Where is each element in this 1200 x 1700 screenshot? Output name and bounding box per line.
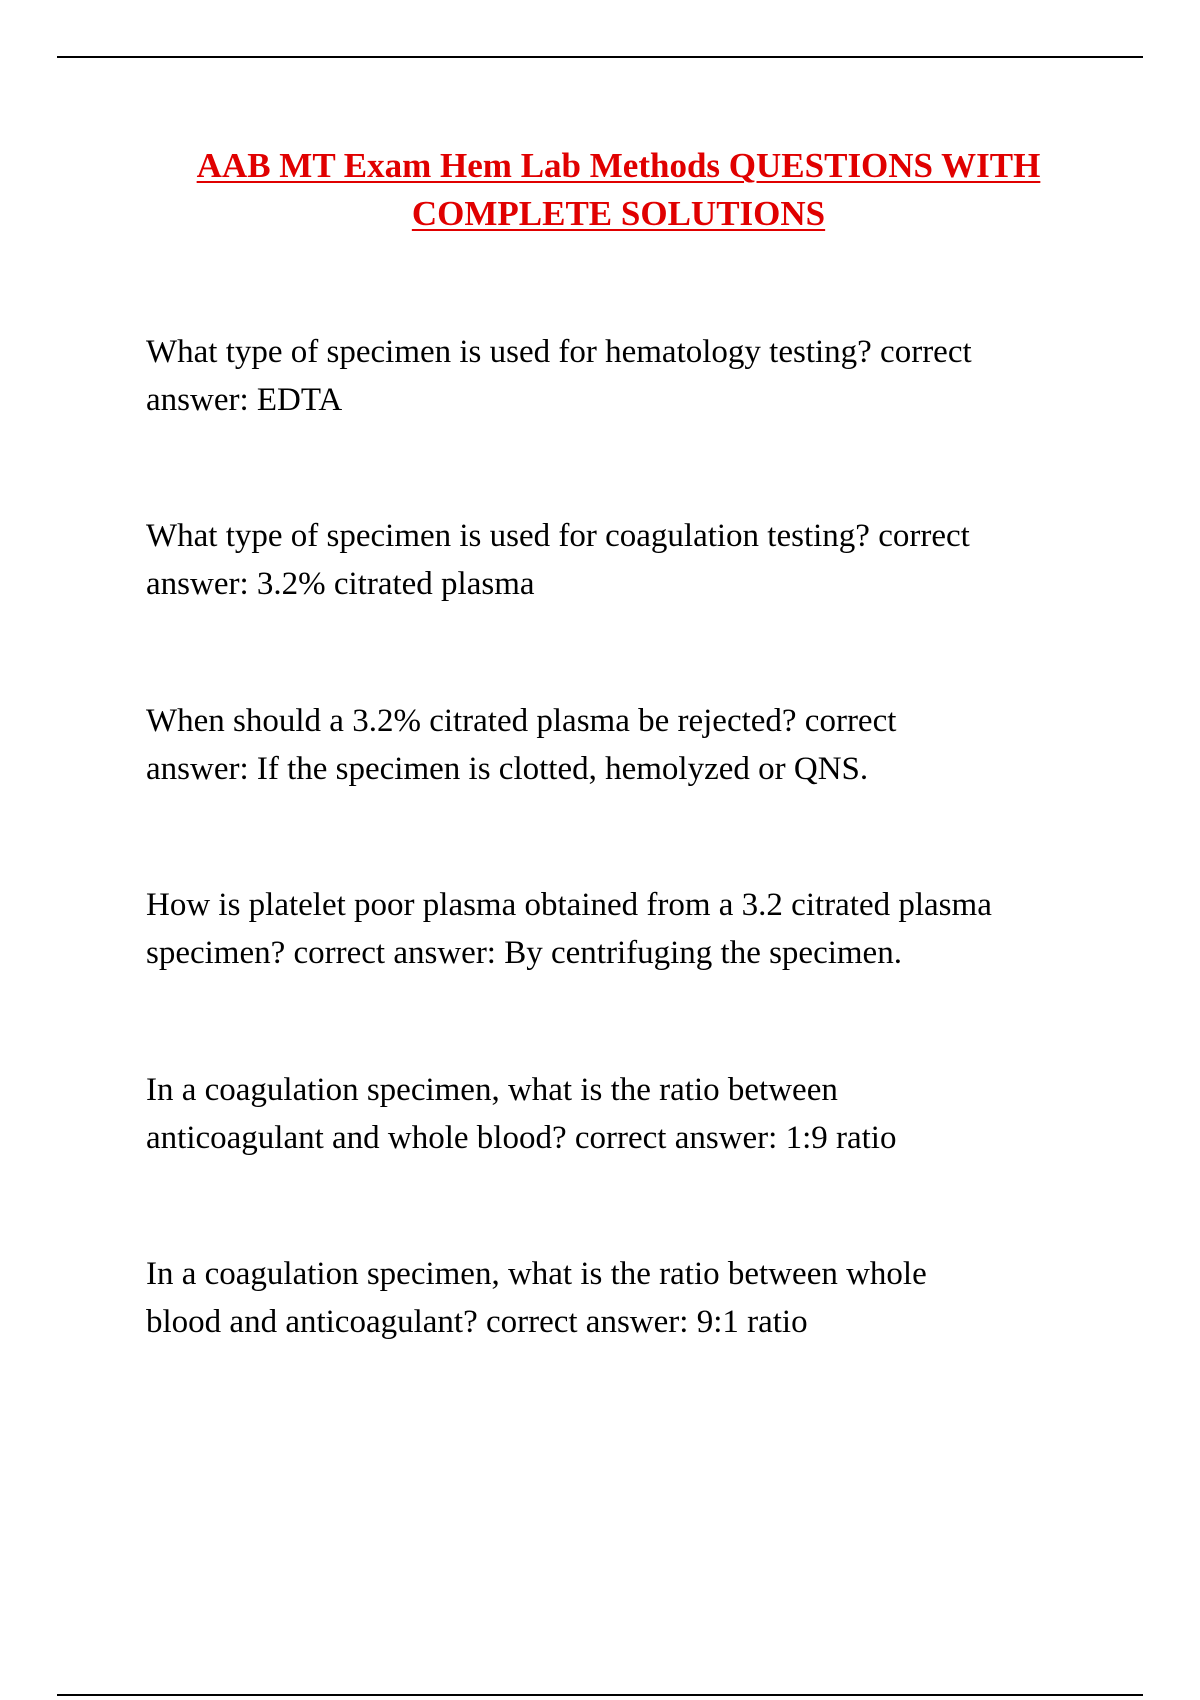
qa-item-6 [146, 1250, 1146, 1346]
qa-text-line: answer: 3.2% citrated plasma [146, 566, 535, 602]
qa-text-line: blood and anticoagulant? correct answer: 9:1 ratio [146, 1304, 808, 1340]
qa-item-4 [146, 881, 1146, 977]
qa-text-line: How is platelet poor plasma obtained from a 3.2 citrated plasma [146, 887, 992, 923]
qa-text-line: When should a 3.2% citrated plasma be rejected? correct [146, 703, 897, 739]
qa-item-1 [146, 328, 1146, 424]
title-line-2: COMPLETE SOLUTIONS [411, 194, 826, 233]
qa-text-line: What type of specimen is used for coagulation testing? correct [146, 518, 970, 554]
qa-item-5 [146, 1066, 1146, 1162]
qa-text-line: answer: If the specimen is clotted, hemolyzed or QNS. [146, 751, 869, 787]
qa-text-line: anticoagulant and whole blood? correct answer: 1:9 ratio [146, 1120, 897, 1156]
qa-text-line: answer: EDTA [146, 382, 343, 418]
qa-item-2 [146, 512, 1146, 608]
document-title [0, 142, 1200, 238]
top-rule [57, 56, 1143, 58]
qa-text-line: In a coagulation specimen, what is the ratio between [146, 1072, 838, 1108]
qa-text-line: What type of specimen is used for hematology testing? correct [146, 334, 972, 370]
title-line-1: AAB MT Exam Hem Lab Methods QUESTIONS WITH [196, 146, 1041, 185]
qa-item-3 [146, 697, 1146, 793]
qa-text-line: specimen? correct answer: By centrifuging the specimen. [146, 935, 902, 971]
qa-text-line: In a coagulation specimen, what is the ratio between whole [146, 1256, 927, 1292]
bottom-rule [57, 1694, 1143, 1696]
